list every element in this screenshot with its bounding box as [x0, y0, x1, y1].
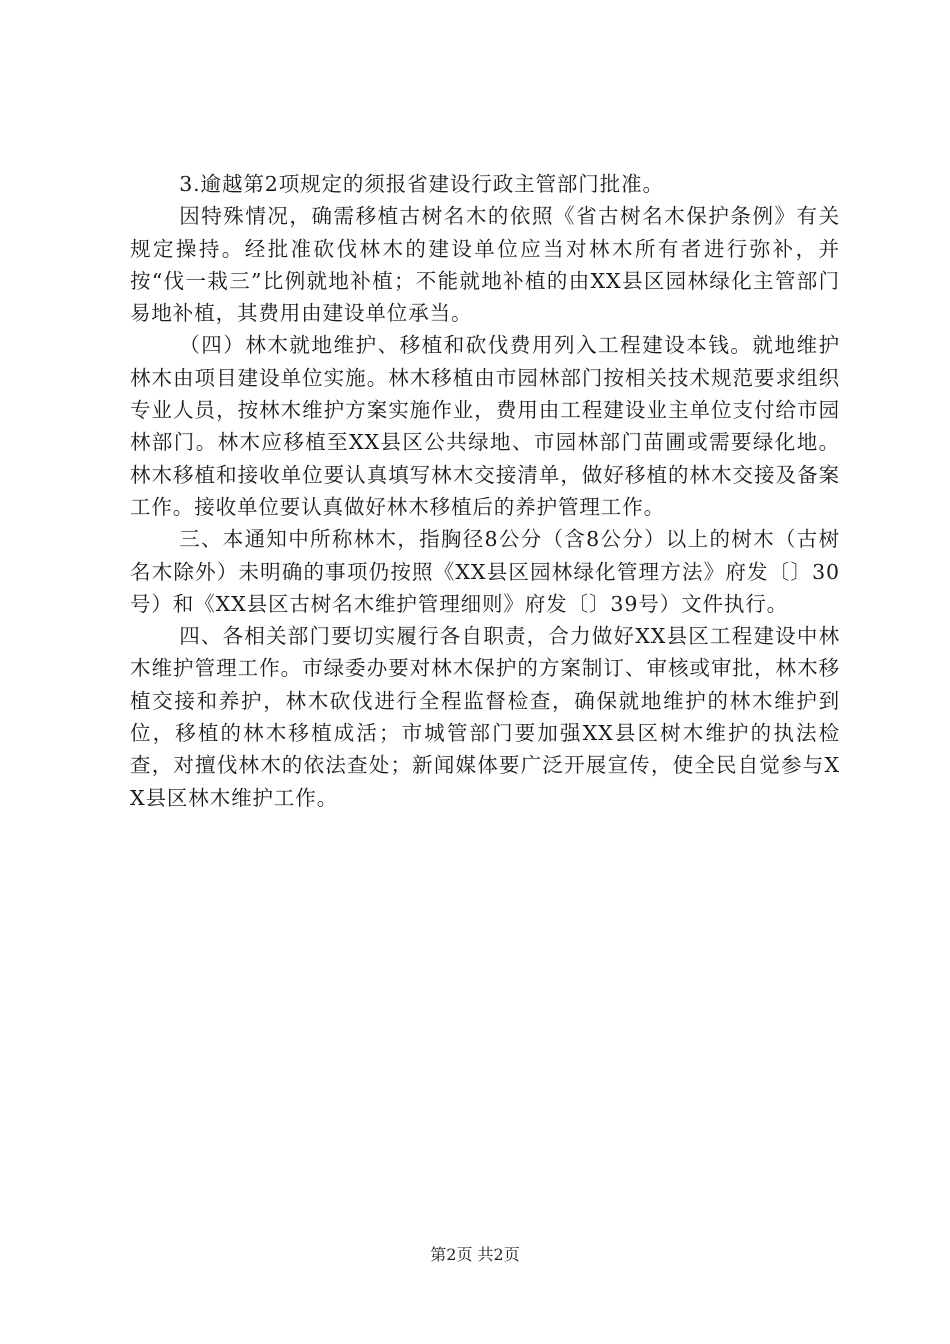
document-body	[130, 168, 840, 814]
paragraph-item-3: 3.逾越第2项规定的须报省建设行政主管部门批准。	[179, 172, 664, 196]
paragraph-relocation-ancient-trees: 因特殊情况，确需移植古树名木的依照《省古树名木保护条例》有关规定操持。经批准砍伐林木的建设单位应当对林木所有者进行弥补，并按“伐一栽三”比例就地补植；不能就地补植的由XX县区园林绿化主管部门易地补植，其费用由建设单位承当。	[130, 204, 840, 326]
paragraph-section-4-costs: （四）林木就地维护、移植和砍伐费用列入工程建设本钱。就地维护林木由项目建设单位实施。林木移植由市园林部门按相关技术规范要求组织专业人员，按林木维护方案实施作业，费用由工程建设业主单位支付给市园林部门。林木应移植至XX县区公共绿地、市园林部门苗圃或需要绿化地。林木移植和接收单位要认真填写林木交接清单，做好移植的林木交接及备案工作。接收单位要认真做好林木移植后的养护管理工作。	[130, 333, 840, 519]
page-footer	[0, 1242, 950, 1265]
paragraph-section-four-responsibilities: 四、各相关部门要切实履行各自职责，合力做好XX县区工程建设中林木维护管理工作。市绿委办要对林木保护的方案制订、审核或审批，林木移植交接和养护，林木砍伐进行全程监督检查，确保就地维护的林木维护到位，移植的林木移植成活；市城管部门要加强XX县区树木维护的执法检查，对擅伐林木的依法查处；新闻媒体要广泛开展宣传，使全民自觉参与XX县区林木维护工作。	[130, 624, 840, 810]
paragraph-section-three-definition: 三、本通知中所称林木，指胸径8公分（含8公分）以上的树木（古树名木除外）未明确的事项仍按照《XX县区园林绿化管理方法》府发〔〕30号）和《XX县区古树名木维护管理细则》府发〔〕39号）文件执行。	[130, 527, 840, 616]
page-number-label: 第2页 共2页	[430, 1245, 520, 1264]
